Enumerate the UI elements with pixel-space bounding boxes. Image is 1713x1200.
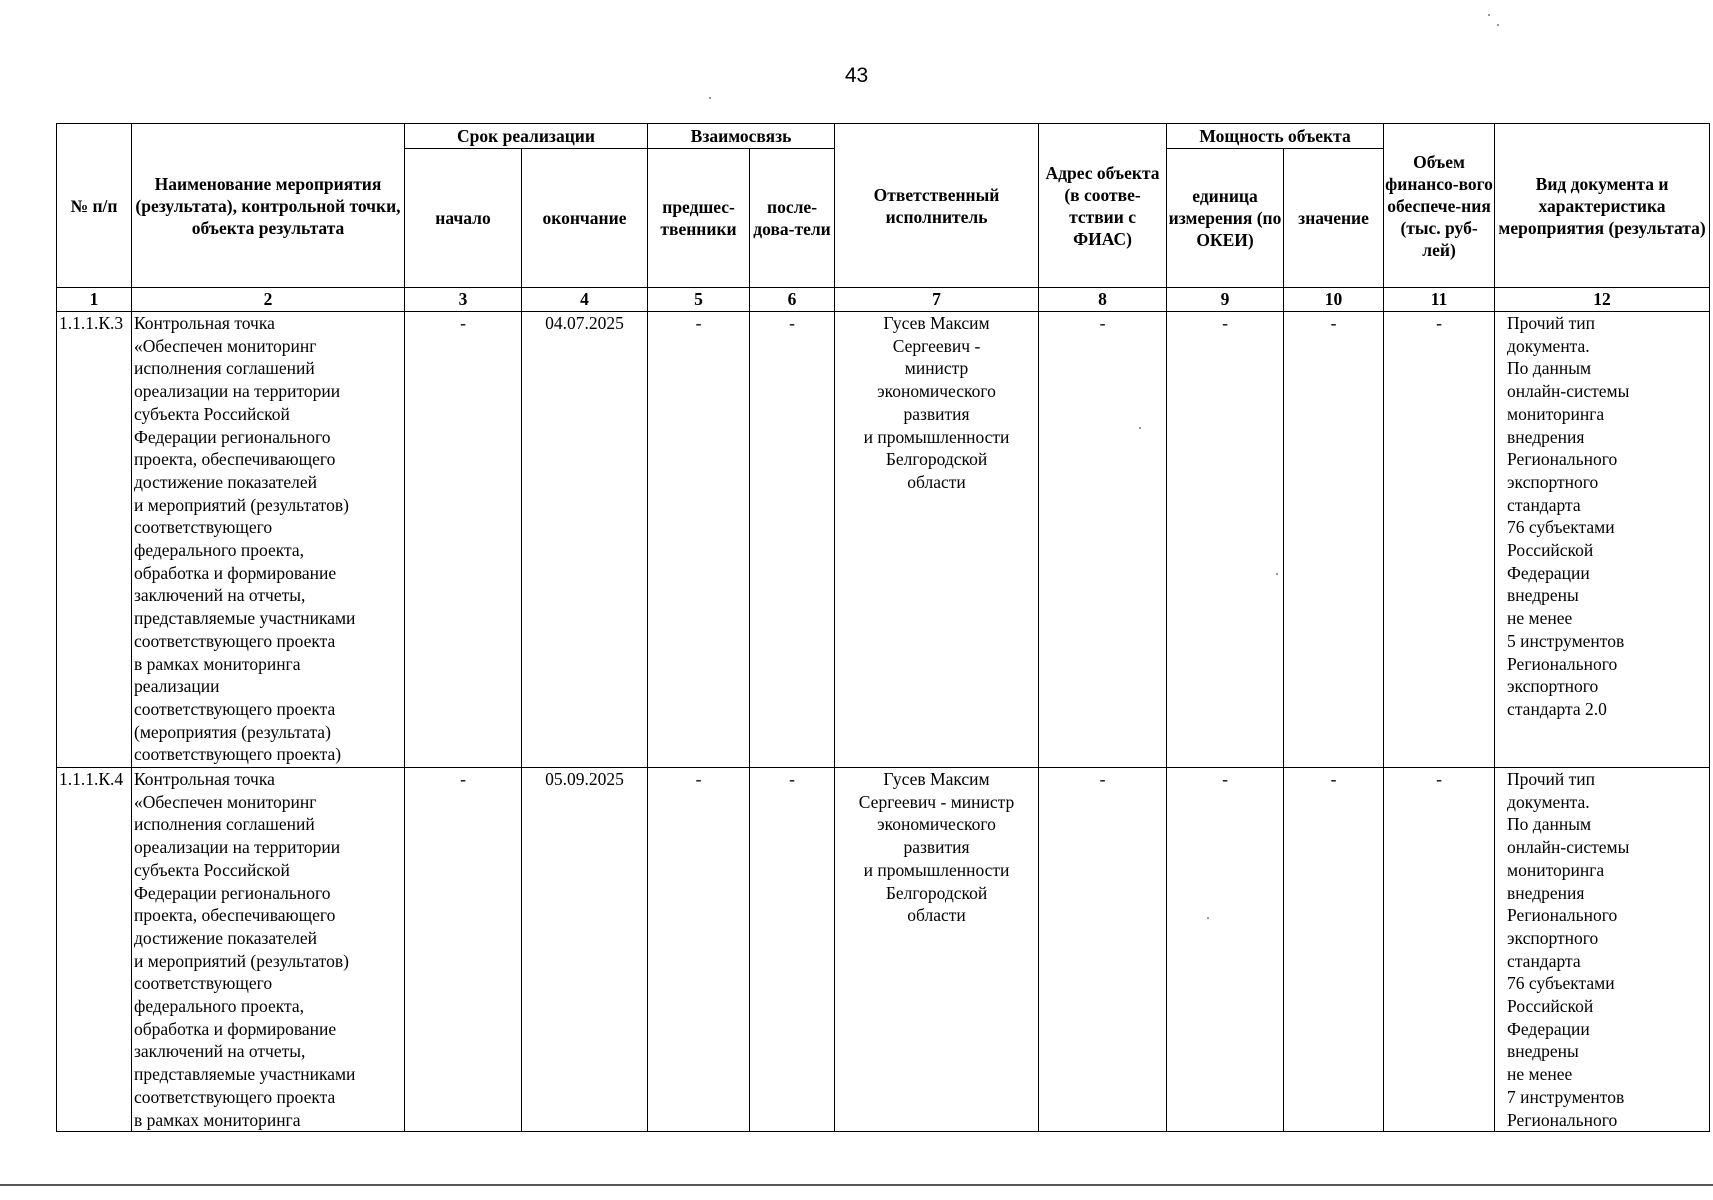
row-responsible: Гусев Максим Сергеевич - министр экономического развития и промышленности Белгородской области [835, 768, 1039, 1132]
column-number: 8 [1039, 288, 1167, 312]
row-value: - [1284, 312, 1384, 768]
scan-speck [1207, 917, 1209, 919]
column-number: 2 [132, 288, 405, 312]
column-number: 10 [1284, 288, 1384, 312]
scan-speck [1488, 14, 1490, 16]
row-finance: - [1384, 768, 1495, 1132]
scan-edge-line [0, 1184, 1713, 1186]
header-link-pred: предшес-твенники [648, 149, 750, 288]
row-finance: - [1384, 312, 1495, 768]
header-term-start: начало [405, 149, 522, 288]
header-doc-type: Вид документа и характеристика мероприятия (результата) [1495, 124, 1710, 288]
header-cap-value: значение [1284, 149, 1384, 288]
row-end: 05.09.2025 [522, 768, 648, 1132]
column-number: 6 [750, 288, 835, 312]
row-name: Контрольная точка «Обеспечен мониторинг исполнения соглашений ореализации на территории субъекта Российской Федерации регионального проекта, обеспечивающего достижение показателей и мероприятий (результатов) соответствующего федерального проекта, обработка и формирование заключений на отчеты, представляемые участниками соответствующего проекта в рамках мониторинга [132, 768, 405, 1132]
column-number: 3 [405, 288, 522, 312]
scan-speck [709, 97, 711, 99]
row-doc: Прочий тип документа. По данным онлайн-системы мониторинга внедрения Регионального экспортного стандарта 76 субъектами Российской Федерации внедрены не менее 7 инструментов Регионального [1495, 768, 1710, 1132]
row-id: 1.1.1.К.3 [57, 312, 132, 768]
header-row-group [57, 124, 1710, 149]
column-number-row [57, 288, 1710, 312]
header-link-group: Взаимосвязь [648, 124, 835, 149]
row-address: - [1039, 312, 1167, 768]
header-term-group: Срок реализации [405, 124, 648, 149]
row-succ: - [750, 768, 835, 1132]
column-number: 5 [648, 288, 750, 312]
row-name: Контрольная точка «Обеспечен мониторинг исполнения соглашений ореализации на территории субъекта Российской Федерации регионального проекта, обеспечивающего достижение показателей и мероприятий (результатов) соответствующего федерального проекта, обработка и формирование заключений на отчеты, представляемые участниками соответствующего проекта в рамках мониторинга реализации соответствующего проекта (мероприятия (результата) соответствующего проекта) [132, 312, 405, 768]
column-number: 4 [522, 288, 648, 312]
column-number: 9 [1167, 288, 1284, 312]
row-address: - [1039, 768, 1167, 1132]
scan-speck [1276, 573, 1278, 575]
table-row [57, 768, 1710, 1132]
column-number: 11 [1384, 288, 1495, 312]
row-end: 04.07.2025 [522, 312, 648, 768]
plan-table [56, 123, 1710, 1132]
header-responsible: Ответственный исполнитель [835, 124, 1039, 288]
header-finance: Объем финансо-вого обеспече-ния (тыс. руб-лей) [1384, 124, 1495, 288]
header-no: № п/п [57, 124, 132, 288]
column-number: 1 [57, 288, 132, 312]
row-succ: - [750, 312, 835, 768]
scan-speck [1497, 24, 1499, 26]
row-pred: - [648, 768, 750, 1132]
page-number: 43 [844, 64, 869, 87]
row-responsible: Гусев Максим Сергеевич - министр экономического развития и промышленности Белгородской области [835, 312, 1039, 768]
header-link-succ: после-дова-тели [750, 149, 835, 288]
row-start: - [405, 312, 522, 768]
table-row [57, 312, 1710, 768]
row-pred: - [648, 312, 750, 768]
row-id: 1.1.1.К.4 [57, 768, 132, 1132]
scan-speck [1139, 427, 1141, 429]
row-value: - [1284, 768, 1384, 1132]
header-address: Адрес объекта (в соотве-тствии с ФИАС) [1039, 124, 1167, 288]
row-unit: - [1167, 768, 1284, 1132]
header-capacity-group: Мощность объекта [1167, 124, 1384, 149]
column-number: 7 [835, 288, 1039, 312]
header-name: Наименование мероприятия (результата), контрольной точки, объекта результата [132, 124, 405, 288]
header-cap-unit: единица измерения (по ОКЕИ) [1167, 149, 1284, 288]
column-number: 12 [1495, 288, 1710, 312]
row-doc: Прочий тип документа. По данным онлайн-системы мониторинга внедрения Регионального экспортного стандарта 76 субъектами Российской Федерации внедрены не менее 5 инструментов Регионального экспортного стандарта 2.0 [1495, 312, 1710, 768]
header-term-end: окончание [522, 149, 648, 288]
row-unit: - [1167, 312, 1284, 768]
row-start: - [405, 768, 522, 1132]
